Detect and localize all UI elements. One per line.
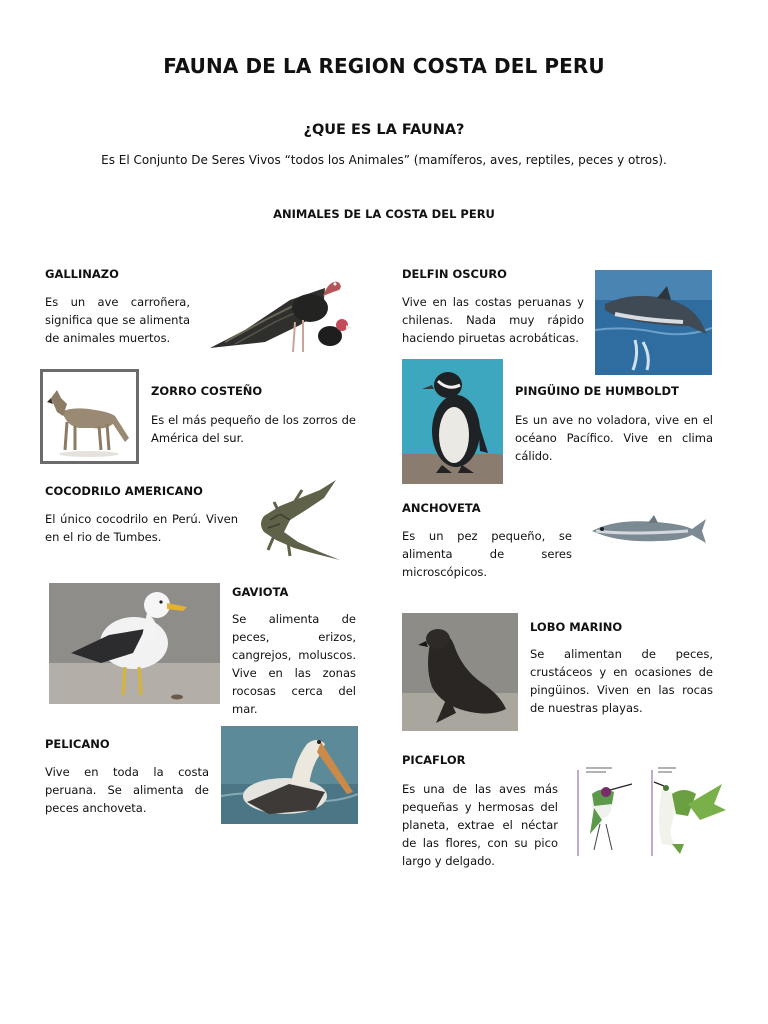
pinguino-image: [402, 359, 503, 484]
gaviota-name: GAVIOTA: [232, 585, 289, 599]
picaflor-description: Es una de las aves más pequeñas y hermosas del planeta, extrae el néctar de las flores, con su pico largo y delgado.: [402, 782, 558, 868]
pinguino-description: Es un ave no voladora, vive en el océano Pacífico. Vive en clima cálido.: [515, 413, 713, 463]
pelicano-name: PELICANO: [45, 737, 110, 751]
cocodrilo-description: El único cocodrilo en Perú. Viven en el rio de Tumbes.: [45, 512, 238, 544]
anchoveta-image: [588, 509, 708, 553]
lobo-marino-name: LOBO MARINO: [530, 620, 623, 634]
gallinazo-name: GALLINAZO: [45, 267, 119, 281]
gallinazo-image: [205, 270, 355, 362]
anchoveta-name: ANCHOVETA: [402, 501, 481, 515]
pelicano-image: [221, 726, 358, 824]
anchoveta-description: Es un pez pequeño, se alimenta de seres microscópicos.: [402, 529, 572, 579]
delfin-description: Vive en las costas peruanas y chilenas. Nada muy rápido haciendo piruetas acrobáticas.: [402, 295, 584, 345]
picaflor-image: [572, 764, 727, 860]
gaviota-description: Se alimenta de peces, erizos, cangrejos, moluscos. Vive en las zonas rocosas cerca del mar.: [232, 612, 356, 716]
pinguino-name: PINGÜINO DE HUMBOLDT: [515, 384, 679, 398]
lobo-marino-image: [402, 613, 518, 731]
cocodrilo-image: [250, 476, 345, 566]
subtitle: ¿QUE ES LA FAUNA?: [303, 122, 465, 138]
picaflor-name: PICAFLOR: [402, 753, 466, 767]
zorro-image: [40, 369, 139, 464]
gaviota-image: [49, 583, 220, 704]
zorro-name: ZORRO COSTEÑO: [151, 384, 263, 398]
fauna-definition: Es El Conjunto De Seres Vivos “todos los Animales” (mamíferos, aves, reptiles, peces y otros).: [101, 153, 667, 167]
section-title: ANIMALES DE LA COSTA DEL PERU: [273, 207, 495, 221]
zorro-description: Es el más pequeño de los zorros de América del sur.: [151, 413, 356, 445]
page-title: FAUNA DE LA REGION COSTA DEL PERU: [163, 54, 605, 78]
delfin-image: [595, 270, 712, 375]
gallinazo-description: Es un ave carroñera, significa que se alimenta de animales muertos.: [45, 295, 190, 345]
delfin-name: DELFIN OSCURO: [402, 267, 507, 281]
cocodrilo-name: COCODRILO AMERICANO: [45, 484, 203, 498]
lobo-marino-description: Se alimentan de peces, crustáceos y en ocasiones de pingüinos. Viven en las rocas de nuestras playas.: [530, 647, 713, 715]
pelicano-description: Vive en toda la costa peruana. Se alimenta de peces anchoveta.: [45, 765, 209, 815]
